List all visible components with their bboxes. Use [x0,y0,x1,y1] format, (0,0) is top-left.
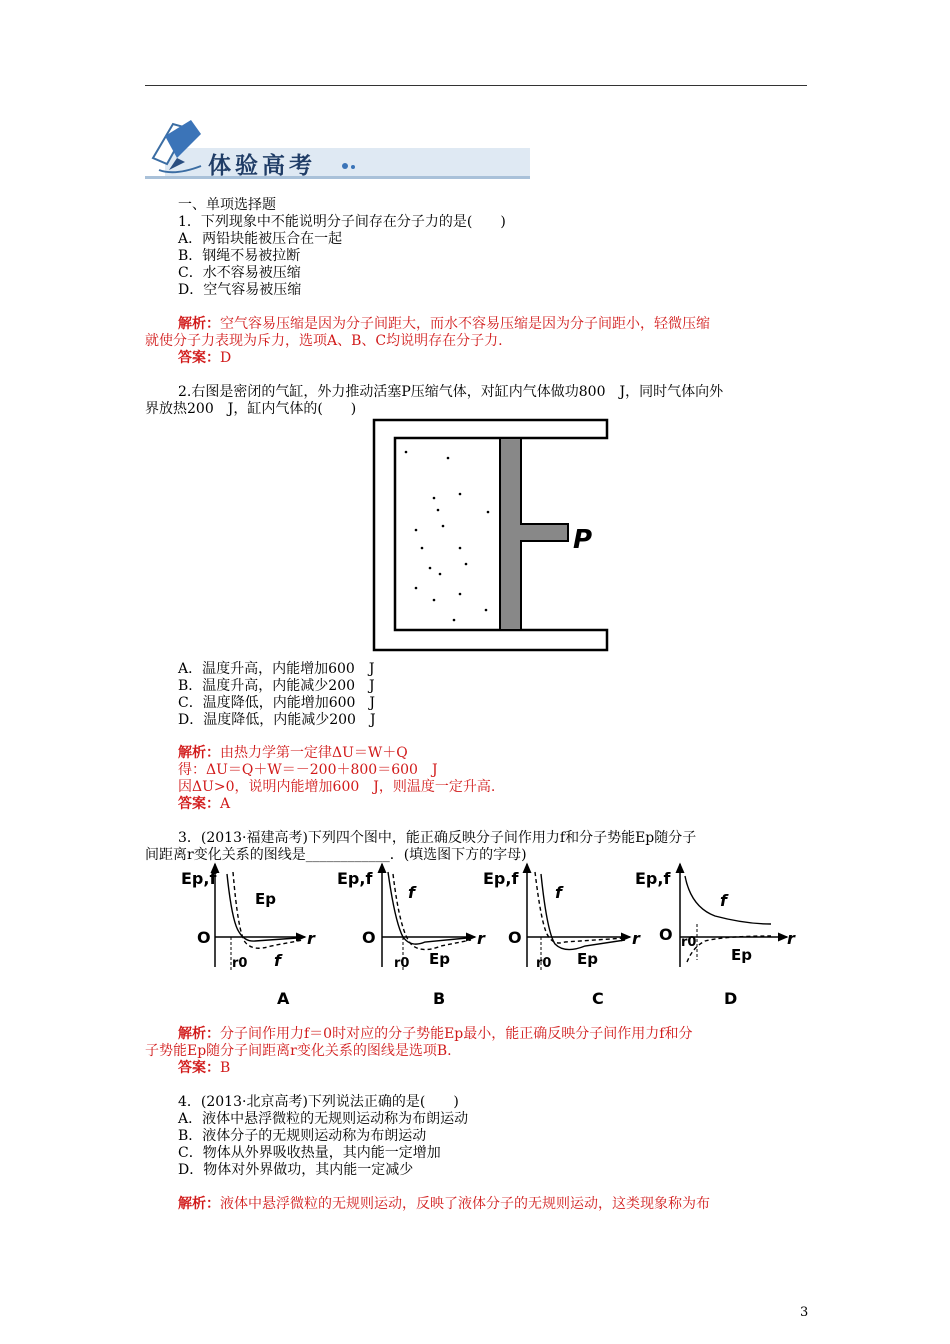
graph-b [337,864,486,1008]
q1-option-b: B．钢绳不易被拉断 [178,248,301,264]
svg-text:r: r [787,929,795,948]
svg-text:r: r [477,929,485,948]
q4-option-c: C．物体从外界吸收热量，其内能一定增加 [178,1145,441,1161]
svg-text:Ep: Ep [429,950,450,968]
svg-text:Ep,f: Ep,f [181,869,217,888]
q2-option-d: D．温度降低，内能减少200 J [178,712,376,728]
graph-label-d: D [724,989,738,1008]
svg-text:r0: r0 [232,956,248,971]
q3-analysis-line1: 解析：分子间作用力f＝0时对应的分子势能Ep最小，能正确反映分子间作用力f和分 [178,1026,693,1042]
piston-label: P [573,525,593,555]
svg-text:Ep,f: Ep,f [337,869,373,888]
q2-stem-line2: 界放热200 J，缸内气体的( ) [145,401,357,417]
q1-option-c: C．水不容易被压缩 [178,265,301,281]
graph-d [635,864,796,1008]
svg-text:O: O [508,928,522,947]
q2-answer: 答案：A [178,796,231,812]
q3-stem-line1: 3．(2013·福建高考)下列四个图中，能正确反映分子间作用力f和分子势能Ep随分子 [178,830,697,846]
graph-label-a: A [277,989,290,1008]
q2-option-b: B．温度升高，内能减少200 J [178,678,375,694]
svg-text:f: f [720,891,727,910]
svg-text:r0: r0 [681,935,697,950]
q1-option-d: D．空气容易被压缩 [178,282,302,298]
q3-analysis-line2: 子势能Ep随分子间距离r变化关系的图线是选项B. [145,1043,452,1059]
svg-text:f: f [555,883,562,902]
q1-analysis-line2: 就使分子力表现为斥力，选项A、B、C均说明存在分子力. [145,333,503,349]
q3-stem-line2: 间距离r变化关系的图线是____________．(填选图下方的字母) [145,847,527,863]
q4-stem: 4．(2013·北京高考)下列说法正确的是( ) [178,1094,459,1110]
svg-text:r0: r0 [536,956,552,971]
q1-stem: 1．下列现象中不能说明分子间存在分子力的是( ) [178,214,506,230]
svg-text:O: O [659,925,673,944]
q2-stem-line1: 2.右图是密闭的气缸，外力推动活塞P压缩气体，对缸内气体做功800 J，同时气体向外 [178,384,724,400]
q2-analysis-line2: 得：ΔU＝Q＋W＝－200＋800＝600 J [178,762,438,778]
svg-text:O: O [362,928,376,947]
q1-analysis-line1: 解析：空气容易压缩是因为分子间距大，而水不容易压缩是因为分子间距小，轻微压缩 [178,316,710,332]
q4-option-d: D．物体对外界做功，其内能一定减少 [178,1162,414,1178]
svg-text:r: r [307,929,315,948]
svg-text:Ep: Ep [577,950,598,968]
svg-text:Ep,f: Ep,f [635,869,671,888]
svg-text:f: f [408,883,415,902]
graph-label-b: B [433,989,446,1008]
q2-analysis-line3: 因ΔU>0，说明内能增加600 J，则温度一定升高. [178,779,496,795]
svg-text:O: O [197,928,211,947]
svg-text:r0: r0 [394,956,410,971]
q4-analysis-line1: 解析：液体中悬浮微粒的无规则运动，反映了液体分子的无规则运动，这类现象称为布 [178,1196,710,1212]
header-rule [145,85,807,86]
q2-option-a: A．温度升高，内能增加600 J [178,661,375,677]
svg-text:Ep,f: Ep,f [483,869,519,888]
graph-label-c: C [592,989,604,1008]
q1-answer: 答案：D [178,350,232,366]
svg-text:f: f [274,951,281,970]
section-title: 一、单项选择题 [178,197,276,213]
q3-graphs [175,862,815,1012]
q2-analysis-line1: 解析：由热力学第一定律ΔU＝W＋Q [178,745,408,761]
cylinder-figure [370,418,610,654]
svg-text:Ep: Ep [255,890,276,908]
q4-option-b: B．液体分子的无规则运动称为布朗运动 [178,1128,427,1144]
q4-option-a: A．液体中悬浮微粒的无规则运动称为布朗运动 [178,1111,469,1127]
q3-answer: 答案：B [178,1060,231,1076]
page-number: 3 [800,1305,809,1320]
section-banner [145,118,530,180]
q1-option-a: A．两铅块能被压合在一起 [178,231,343,247]
graph-c [483,864,641,1008]
graph-a [181,864,316,1008]
q2-option-c: C．温度降低，内能增加600 J [178,695,376,711]
banner-title: 体验高考 [208,152,316,179]
svg-text:Ep: Ep [731,946,752,964]
svg-text:r: r [632,929,640,948]
